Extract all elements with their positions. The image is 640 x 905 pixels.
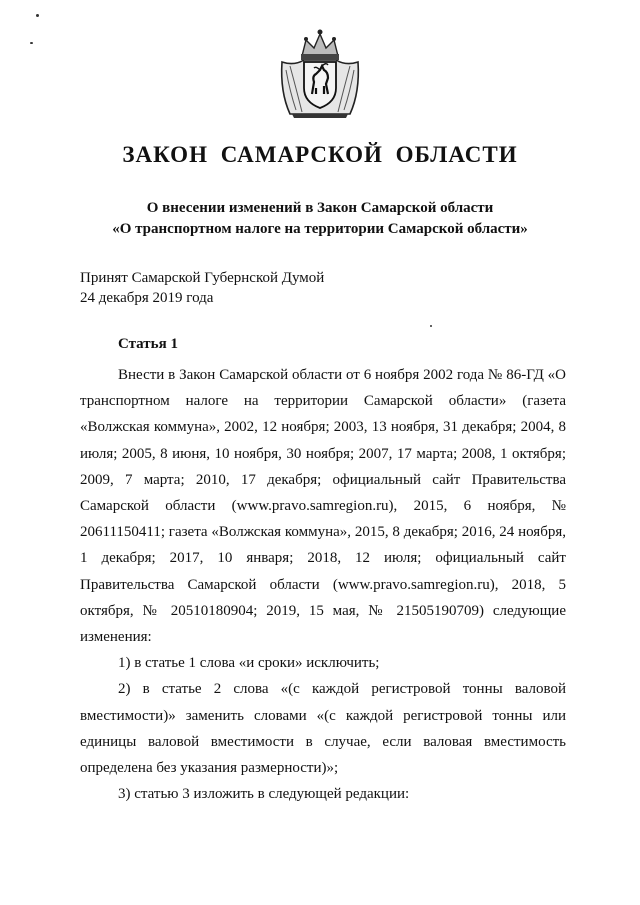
article-paragraph: Внести в Закон Самарской области от 6 ноября 2002 года № 86-ГД «О транспортном налоге на территории Самарской области» (газета «Волжская коммуна», 2002, 12 ноября; 2003, 13 ноября, 31 декабря; 2004, 8 июля; 2005, 8 июня, 10 ноября, 30 ноября; 2007, 17 марта; 2008, 1 октября; 2009, 7 марта; 2010, 17 декабря; официальный сайт Правительства Самарской области (www.pravo.samregion.ru), 2015, 6 ноября, № 20611150411; газета «Волжская коммуна», 2015, 8 декабря; 2016, 24 ноября, 1 декабря; 2017, 10 января; 2018, 12 июля; официальный сайт Правительства Самарской области (www.pravo.samregion.ru), 2018, 5 октября, № 20510180904; 2019, 15 мая, № 21505190709) следующие изменения: (80, 367, 566, 646)
article-body (80, 362, 566, 807)
adopted-date: 24 декабря 2019 года (80, 290, 214, 306)
adopted-by: Принят Самарской Губернской Думой (80, 270, 325, 286)
scan-speck (430, 325, 432, 327)
amendment-item-2: 2) в статье 2 слова «(с каждой регистровой тонны валовой вместимости)» заменить словами «(с каждой регистровой тонны или единицы валовой вместимости в случае, если валовая вместимость определена без указания размерности)»; (80, 681, 566, 777)
subtitle-line: «О транспортном налоге на территории Самарской области» (112, 221, 528, 237)
article-heading: Статья 1 (118, 336, 178, 352)
amendment-item-3: 3) статью 3 изложить в следующей редакции: (118, 786, 410, 803)
scan-speck (36, 14, 39, 17)
adoption-info (80, 268, 324, 308)
coat-of-arms-icon (276, 22, 364, 120)
scan-speck (30, 42, 33, 44)
law-subtitle (0, 198, 640, 240)
amendment-item-1: 1) в статье 1 слова «и сроки» исключить; (118, 655, 380, 672)
law-title: ЗАКОН САМАРСКОЙ ОБЛАСТИ (122, 142, 518, 167)
subtitle-line: О внесении изменений в Закон Самарской области (146, 200, 494, 216)
